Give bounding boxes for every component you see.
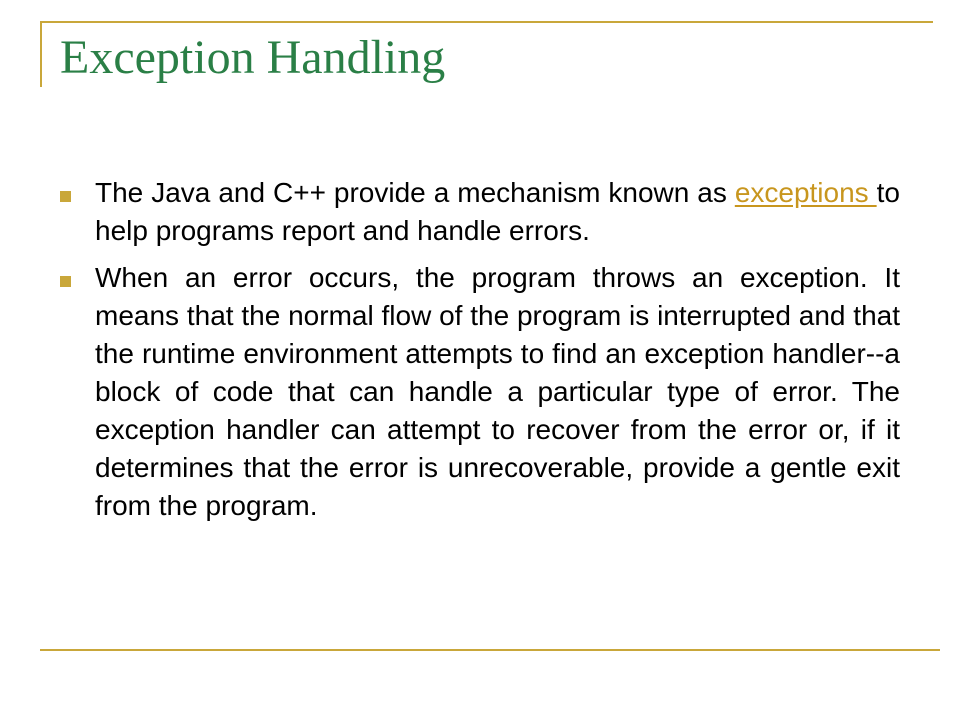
slide-title: Exception Handling: [60, 31, 446, 84]
left-accent-bar: [40, 21, 42, 87]
bullet-text-before-link: The Java and C++ provide a mechanism known as: [95, 177, 735, 208]
top-rule: [40, 21, 933, 23]
bullet-item-exceptions: [60, 174, 900, 250]
bottom-rule: [40, 649, 940, 651]
square-bullet-icon: [60, 276, 71, 287]
bullet-list: [60, 174, 900, 534]
square-bullet-icon: [60, 191, 71, 202]
exceptions-link[interactable]: exceptions: [734, 177, 877, 208]
bullet-text: When an error occurs, the program throws an exception. It means that the normal flow of the program is interrupted and that the runtime environment attempts to find an exception handler--a block of code that can handle a particular type of error. The exception handler can attempt to recover from the error or, if it determines that the error is unrecoverable, provide a gentle exit from the program.: [95, 262, 900, 521]
bullet-text-after-link: to help programs report and handle errors.: [95, 177, 900, 246]
bullet-item-error-flow: [60, 259, 900, 525]
